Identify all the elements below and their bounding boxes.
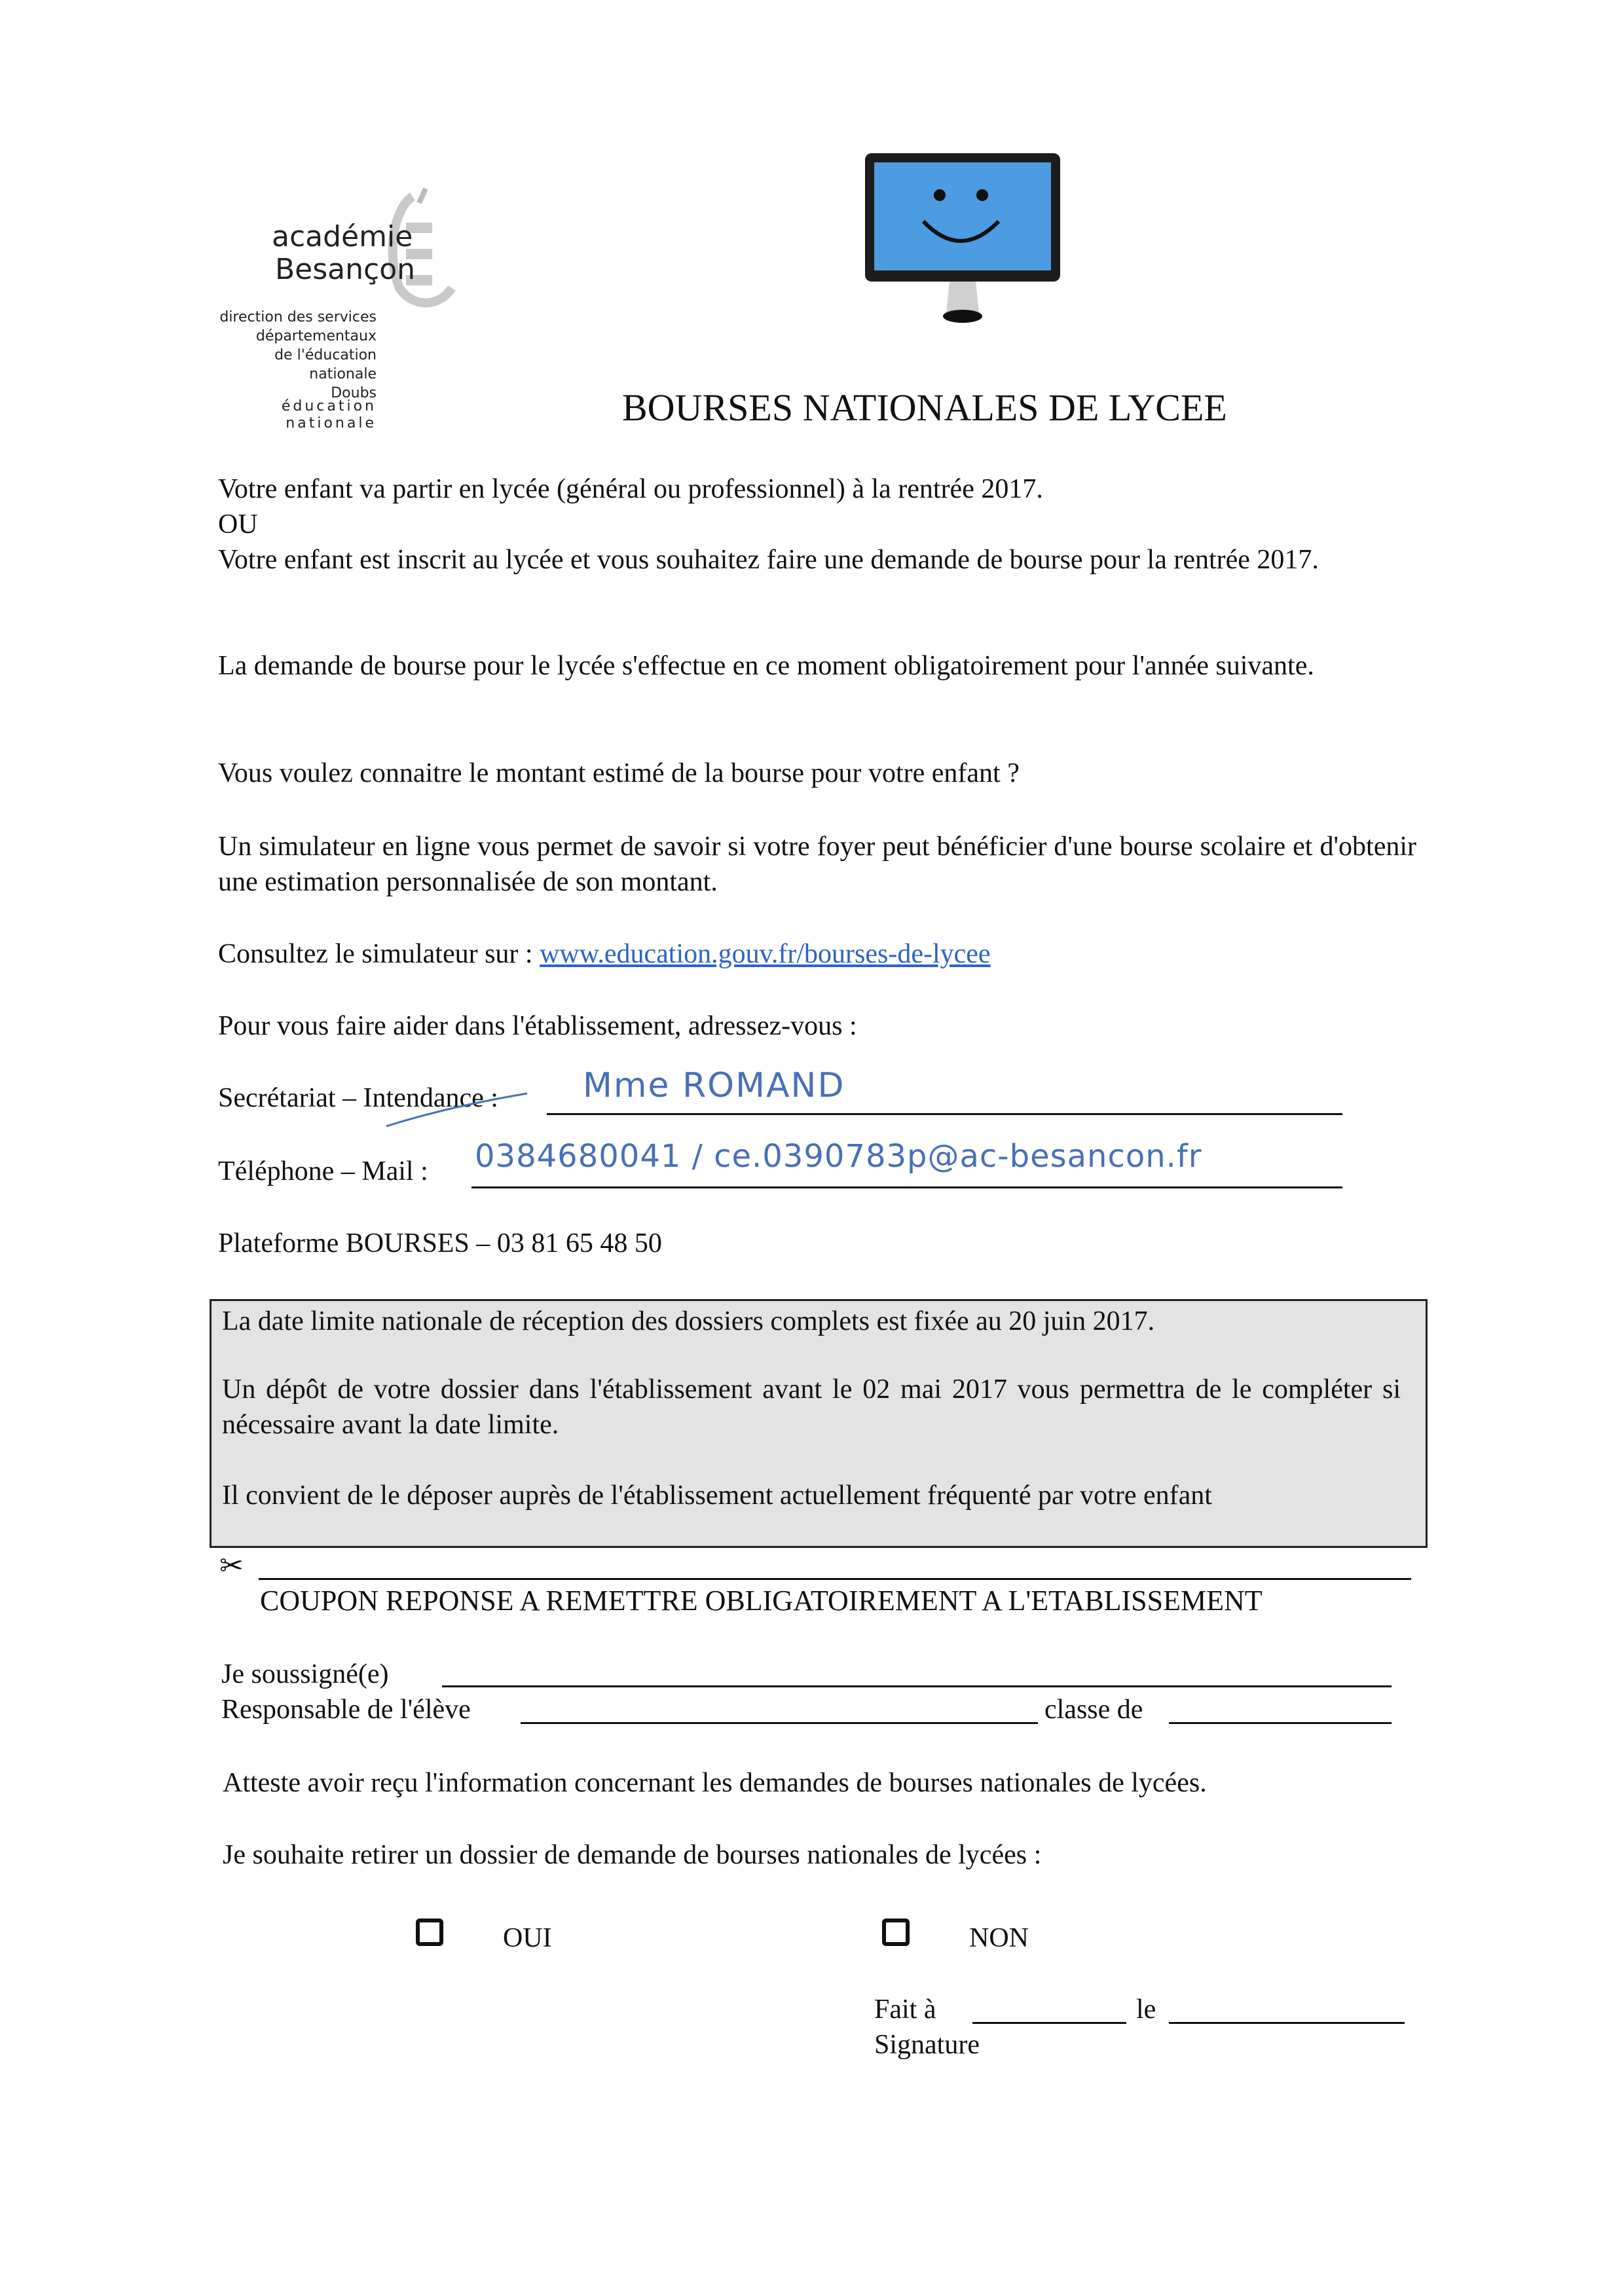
atteste-text: Atteste avoir reçu l'information concernant les demandes de bourses nationales de lycées.	[223, 1768, 1207, 1798]
logo-line-2: départementaux	[255, 328, 377, 344]
deadline-notice-box	[210, 1299, 1428, 1548]
intro-p4: Vous voulez connaitre le montant estimé de la bourse pour votre enfant ?	[218, 758, 1020, 788]
strikethrough-mark	[383, 1087, 534, 1139]
soussigne-label: Je soussigné(e)	[221, 1659, 389, 1689]
simulator-line	[218, 936, 991, 972]
coupon-title: COUPON REPONSE A REMETTRE OBLIGATOIREMENT A L'ETABLISSEMENT	[260, 1585, 1263, 1617]
secretariat-line	[547, 1113, 1342, 1115]
logo-line-3: de l'éducation nationale	[274, 347, 377, 382]
non-checkbox[interactable]	[882, 1919, 910, 1946]
responsable-field[interactable]	[521, 1722, 1038, 1724]
notice-line-3: Il convient de le déposer auprès de l'établissement actuellement fréquenté par votre enfant	[222, 1480, 1212, 1511]
intro-p2: Votre enfant est inscrit au lycée et vous souhaitez faire une demande de bourse pour la rentrée 2017.	[218, 545, 1319, 575]
non-label: NON	[969, 1923, 1029, 1953]
logo-sub-2: nationale	[286, 415, 377, 431]
secretariat-value: Mme ROMAND	[583, 1066, 845, 1105]
simulator-label: Consultez le simulateur sur :	[218, 939, 540, 969]
date-field[interactable]	[1169, 2022, 1405, 2024]
oui-checkbox[interactable]	[416, 1919, 443, 1946]
logo-line-1: direction des services	[219, 309, 377, 325]
le-label: le	[1136, 1994, 1156, 2025]
smiling-monitor-icon	[861, 149, 1064, 333]
phone-value: 0384680041 / ce.0390783p@ac-besancon.fr	[475, 1138, 1202, 1175]
intro-p5: Un simulateur en ligne vous permet de savoir si votre foyer peut bénéficier d'une bourse scolaire et d'obtenir une estimation personnalisée de son montant.	[218, 832, 1416, 897]
intro-p1: Votre enfant va partir en lycée (général ou professionnel) à la rentrée 2017.	[218, 474, 1043, 504]
classe-label: classe de	[1044, 1695, 1143, 1725]
intro-p7: Pour vous faire aider dans l'établissement, adressez-vous :	[218, 1011, 857, 1041]
simulator-link[interactable]: www.education.gouv.fr/bourses-de-lycee	[540, 939, 991, 969]
fait-a-field[interactable]	[972, 2022, 1126, 2024]
cut-line	[259, 1578, 1411, 1580]
logo-education-nationale	[216, 398, 377, 432]
page-title: BOURSES NATIONALES DE LYCEE	[622, 386, 1227, 429]
logo-line-4: Doubs	[331, 385, 377, 401]
notice-line-2: Un dépôt de votre dossier dans l'établissement avant le 02 mai 2017 vous permettra de le compléter si nécessaire avant la date limite.	[222, 1374, 1401, 1440]
logo-city: Besançon	[275, 253, 416, 286]
logo-academie: académie	[272, 220, 413, 253]
logo-sub-1: éducation	[281, 398, 377, 414]
logo-direction	[216, 308, 377, 403]
scissors-icon: ✂	[219, 1549, 244, 1583]
phone-label: Téléphone – Mail :	[218, 1156, 428, 1186]
phone-line	[471, 1186, 1342, 1188]
notice-line-1: La date limite nationale de réception des dossiers complets est fixée au 20 juin 2017.	[222, 1306, 1155, 1336]
oui-label: OUI	[503, 1923, 552, 1953]
intro-p3: La demande de bourse pour le lycée s'effectue en ce moment obligatoirement pour l'année suivante.	[218, 651, 1314, 681]
fait-a-label: Fait à	[874, 1994, 936, 2025]
plateforme-bourses: Plateforme BOURSES – 03 81 65 48 50	[218, 1228, 662, 1258]
classe-field[interactable]	[1169, 1722, 1392, 1724]
intro-ou: OU	[218, 509, 258, 540]
soussigne-field[interactable]	[442, 1685, 1392, 1687]
responsable-label: Responsable de l'élève	[221, 1695, 471, 1725]
secretariat-label: Secrétariat – Intendance :	[218, 1083, 498, 1113]
souhaite-text: Je souhaite retirer un dossier de demande de bourses nationales de lycées :	[223, 1840, 1042, 1870]
signature-label: Signature	[874, 2030, 980, 2060]
